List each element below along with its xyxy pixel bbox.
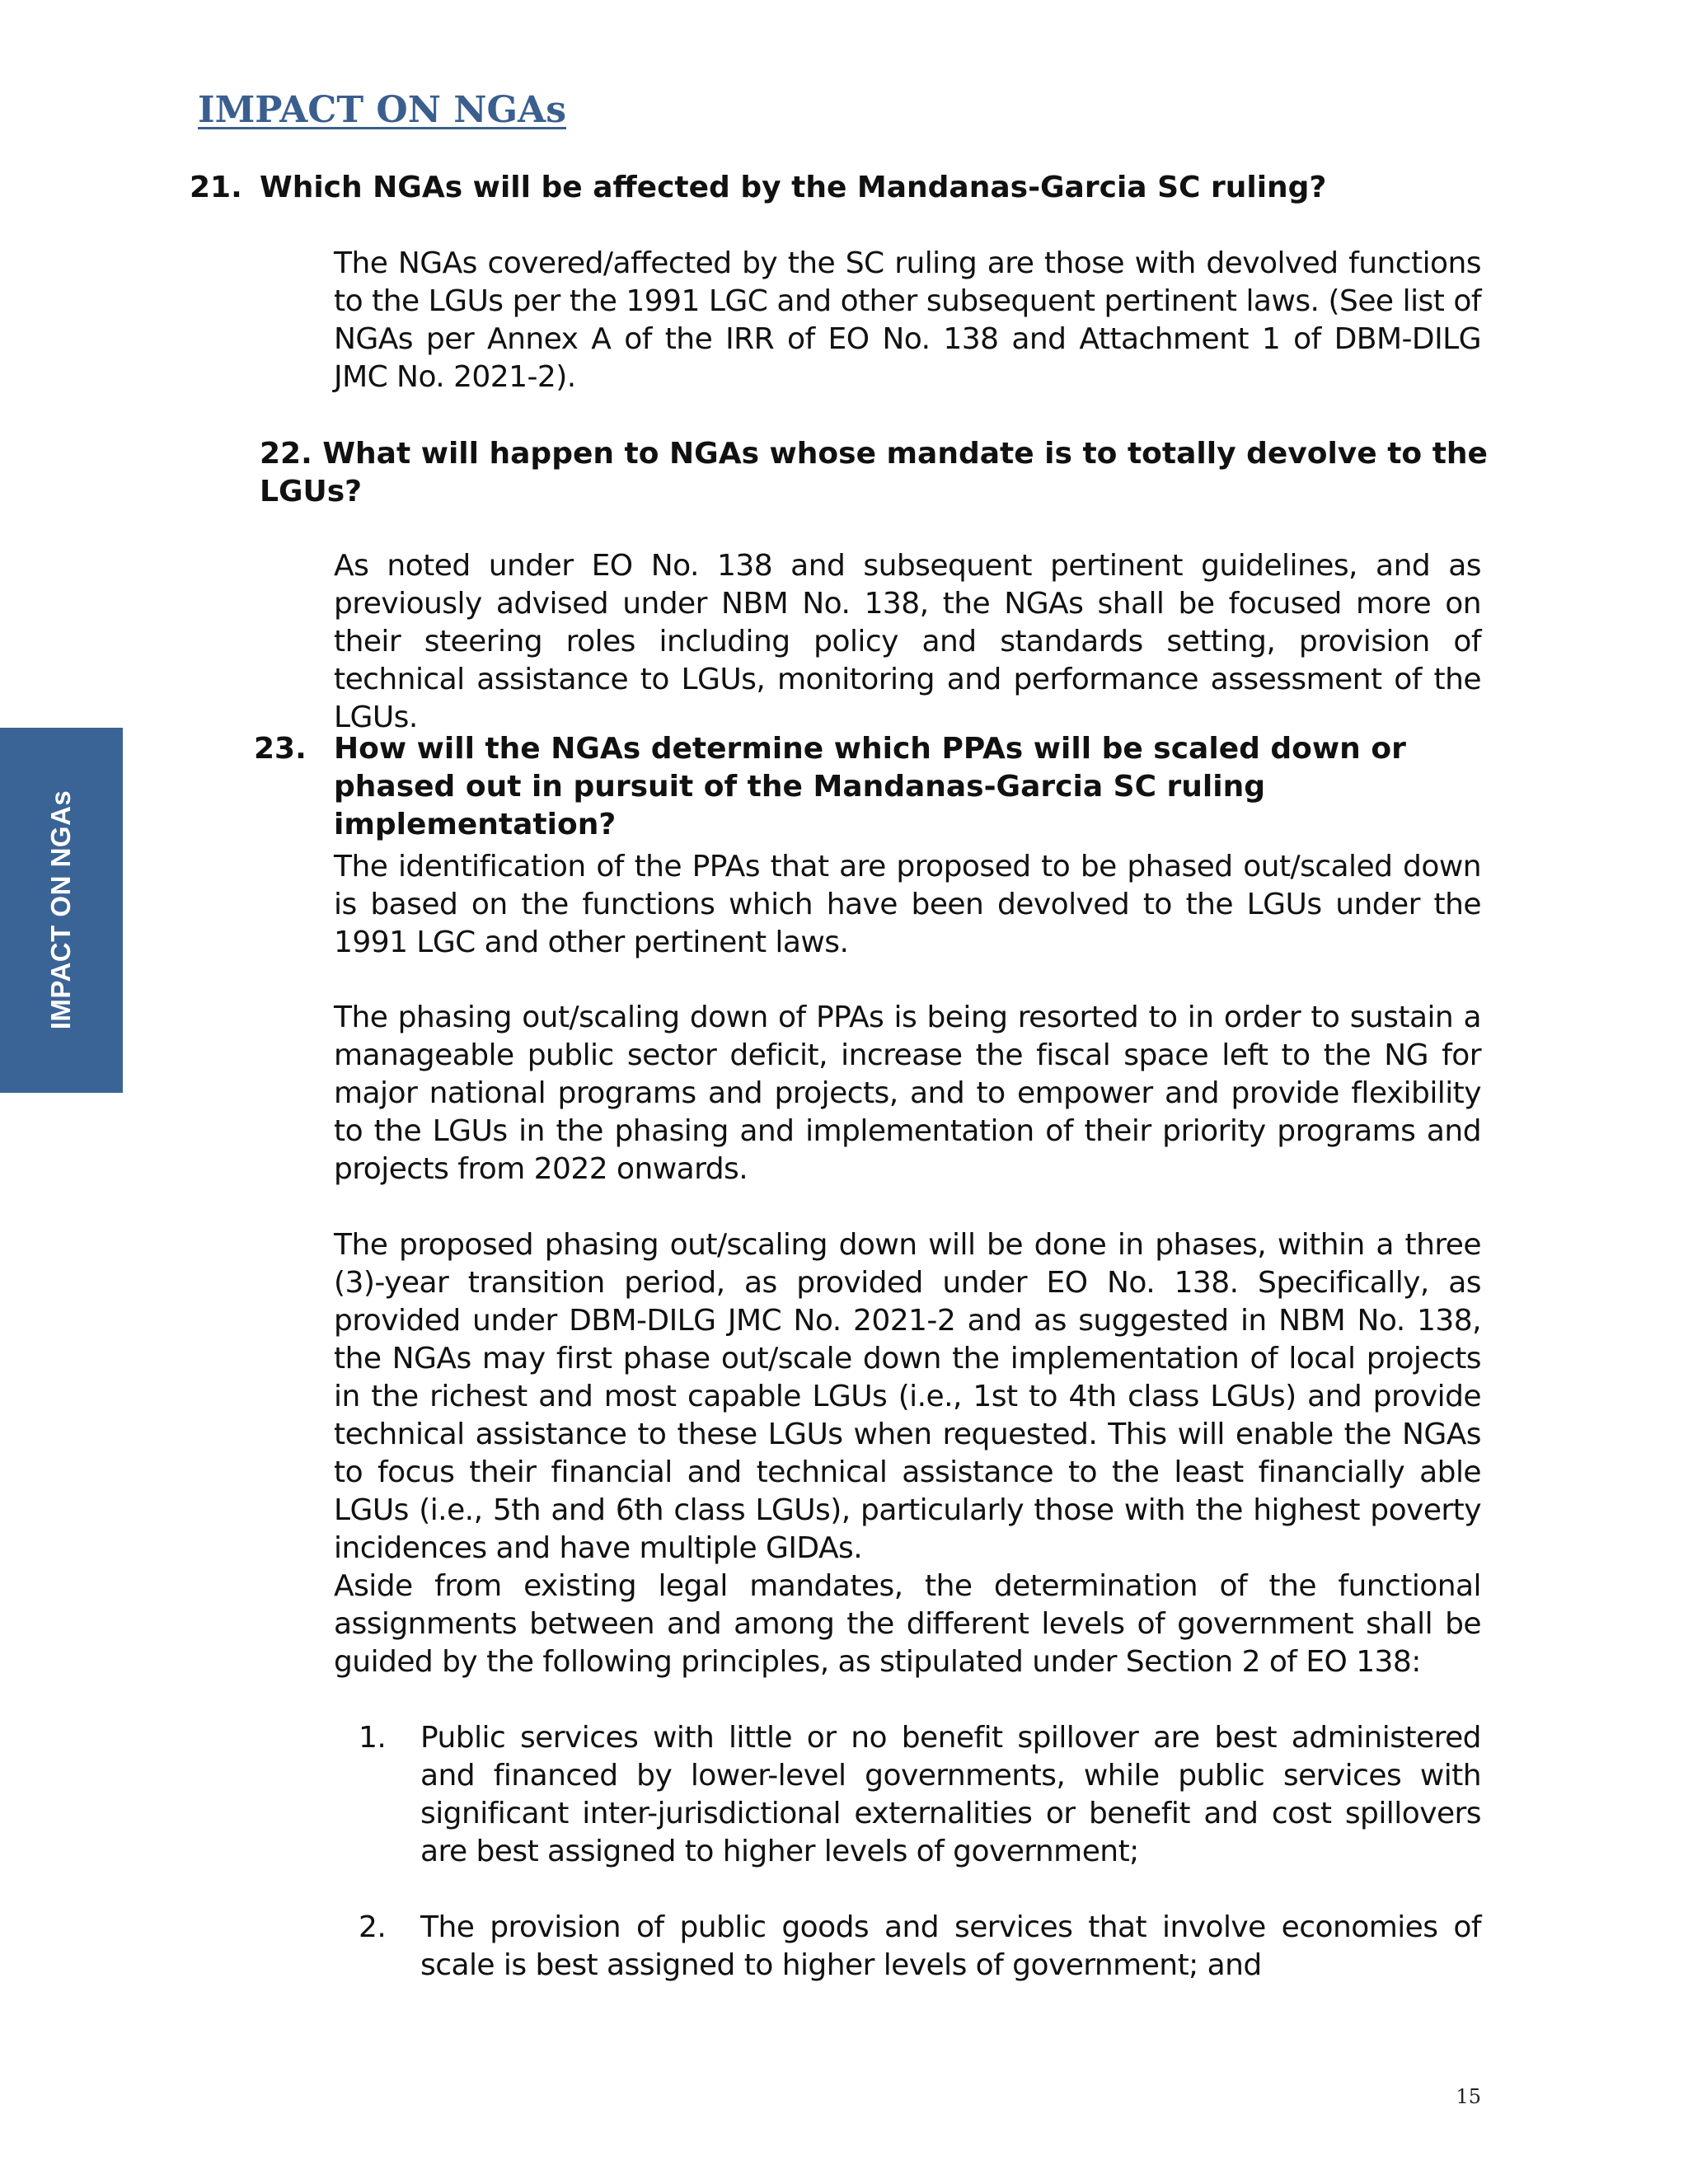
principle-text: Public services with little or no benefit spillover are best administered and financed by lower-level governments, while public services with significant inter-jurisdictional externalities or benefit and cost spillovers are best assigned to higher levels of government; bbox=[420, 1721, 1481, 1868]
answer-paragraph: The identification of the PPAs that are proposed to be phased out/scaled down is based on the functions which have been devolved to the LGUs under the 1991 LGC and other pertinent laws. bbox=[334, 850, 1481, 959]
question-text: What will happen to NGAs whose mandate is to totally devolve to the LGUs? bbox=[260, 437, 1488, 509]
side-section-tab bbox=[0, 728, 123, 1093]
question-number: 23. bbox=[254, 732, 307, 766]
answer-paragraph: Aside from existing legal mandates, the determination of the functional assignments between and among the different levels of government shall be guided by the following principles, as stipulated under Section 2 of EO 138: bbox=[334, 1569, 1481, 1679]
question-number: 21. bbox=[190, 171, 242, 204]
page-heading: IMPACT ON NGAs bbox=[198, 89, 566, 131]
side-tab-label: IMPACT ON NGAs bbox=[45, 790, 76, 1030]
question-text: How will the NGAs determine which PPAs will be scaled down or phased out in pursuit of the Mandanas-Garcia SC ruling implementation? bbox=[334, 732, 1406, 841]
list-marker: 1. bbox=[359, 1721, 387, 1755]
principle-list-item bbox=[359, 1719, 1481, 1871]
principle-list-item bbox=[359, 1909, 1481, 1985]
question-number: 22. bbox=[260, 437, 312, 471]
question-text: Which NGAs will be affected by the Mandanas-Garcia SC ruling? bbox=[260, 171, 1327, 204]
question-21 bbox=[190, 169, 1488, 207]
answer-paragraph: The NGAs covered/affected by the SC ruling are those with devolved functions to the LGUs per the 1991 LGC and other subsequent pertinent laws. (See list of NGAs per Annex A of the IRR of EO No. 138 and Attachment 1 of DBM-DILG JMC No. 2021-2). bbox=[334, 246, 1481, 394]
question-23 bbox=[254, 730, 1488, 844]
answer-paragraph: As noted under EO No. 138 and subsequent pertinent guidelines, and as previously advised under NBM No. 138, the NGAs shall be focused more on their steering roles including policy and standards setting, provision of technical assistance to LGUs, monitoring and performance assessment of the LGUs. bbox=[334, 549, 1481, 734]
list-marker: 2. bbox=[359, 1910, 387, 1944]
answer-paragraph: The proposed phasing out/scaling down will be done in phases, within a three (3)-year transition period, as provided under EO No. 138. Specifically, as provided under DBM-DILG JMC No. 2021-2 and as suggested in NBM No. 138, the NGAs may first phase out/scale down the implementation of local projects in the richest and most capable LGUs (i.e., 1st to 4th class LGUs) and provide technical assistance to these LGUs when requested. This will enable the NGAs to focus their financial and technical assistance to the least financially able LGUs (i.e., 5th and 6th class LGUs), particularly those with the highest poverty incidences and have multiple GIDAs. bbox=[334, 1228, 1481, 1565]
answer-paragraph: The phasing out/scaling down of PPAs is being resorted to in order to sustain a manageable public sector deficit, increase the fiscal space left to the NG for major national programs and projects, and to empower and provide flexibility to the LGUs in the phasing and implementation of their priority programs and projects from 2022 onwards. bbox=[334, 1001, 1481, 1186]
question-22 bbox=[260, 435, 1488, 511]
principle-text: The provision of public goods and services that involve economies of scale is best assigned to higher levels of government; and bbox=[420, 1910, 1481, 1982]
page-number: 15 bbox=[1456, 2085, 1481, 2108]
